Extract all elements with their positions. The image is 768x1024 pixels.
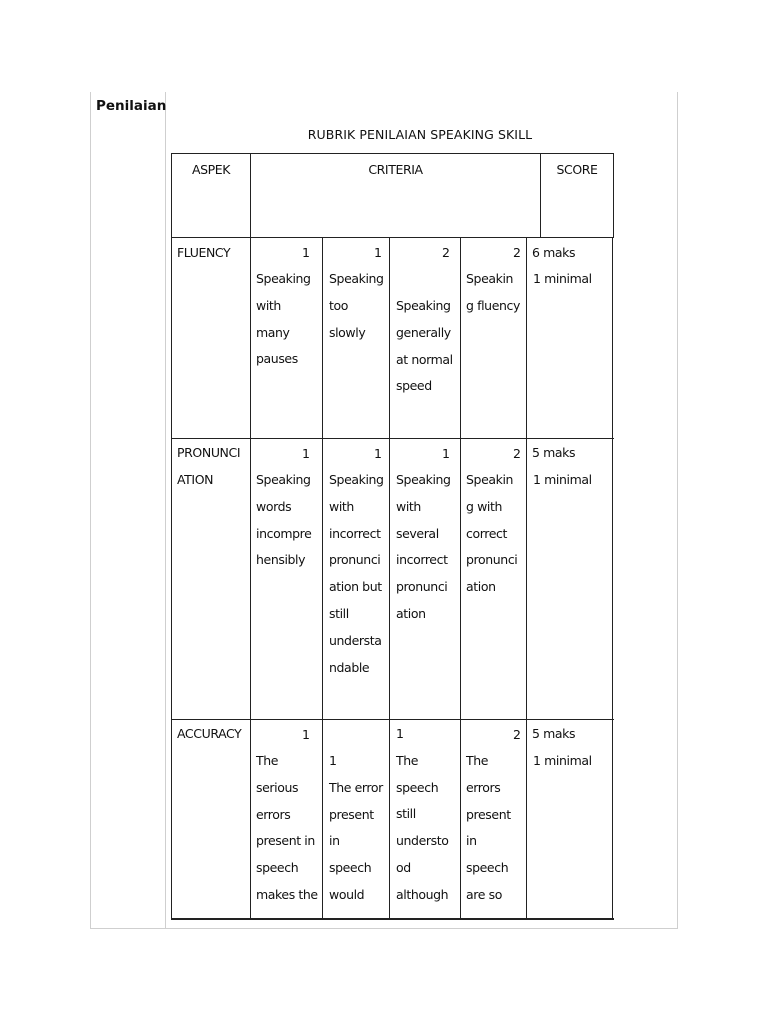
pronunciation-c3-score: 1 bbox=[442, 446, 450, 461]
table-rule-top bbox=[171, 153, 614, 154]
pronunciation-c4-score: 2 bbox=[513, 446, 521, 461]
row-aspek-accuracy: ACCURACY bbox=[177, 726, 242, 741]
pronunciation-c4-text: Speakin g with correct pronunci ation bbox=[466, 472, 518, 595]
accuracy-score-max: 5 maks bbox=[532, 726, 576, 741]
accuracy-c1-text: The serious errors present in speech makes the bbox=[256, 753, 318, 902]
pronunciation-score-min: 1 minimal bbox=[533, 472, 592, 487]
fluency-c1-text: Speaking with many pauses bbox=[256, 271, 311, 367]
fluency-c3-score: 2 bbox=[442, 245, 450, 260]
rubric-title: RUBRIK PENILAIAN SPEAKING SKILL bbox=[307, 127, 533, 142]
header-criteria: CRITERIA bbox=[368, 162, 423, 177]
header-score: SCORE bbox=[556, 162, 598, 177]
header-aspek: ASPEK bbox=[191, 162, 231, 177]
accuracy-c4-text: The errors present in speech are so bbox=[466, 753, 511, 902]
label-column-divider bbox=[165, 92, 166, 929]
row-aspek-pronunciation: PRONUNCI ATION bbox=[177, 445, 241, 487]
pronunciation-c2-text: Speaking with incorrect pronunci ation but still understa ndable bbox=[329, 472, 384, 675]
table-rule-left bbox=[171, 153, 172, 920]
pronunciation-c3-text: Speaking with several incorrect pronunci ation bbox=[396, 472, 451, 621]
fluency-c4-text: Speakin g fluency bbox=[466, 271, 520, 313]
accuracy-c3-text: 1 The speech still understo od although bbox=[396, 726, 449, 902]
table-rule-c2 bbox=[322, 237, 323, 920]
fluency-c2-score: 1 bbox=[374, 245, 382, 260]
table-rule-aspek bbox=[250, 153, 251, 920]
table-rule-header-right bbox=[613, 153, 614, 238]
table-rule-row1 bbox=[171, 438, 614, 439]
table-rule-score bbox=[526, 237, 527, 920]
fluency-c3-text: Speaking generally at normal speed bbox=[396, 298, 453, 394]
table-rule-bottom bbox=[171, 918, 614, 920]
table-rule-c3 bbox=[389, 237, 390, 920]
pronunciation-c2-score: 1 bbox=[374, 446, 382, 461]
table-rule-c4 bbox=[460, 237, 461, 920]
accuracy-c2-text: 1 The error present in speech would bbox=[329, 753, 383, 902]
accuracy-score-min: 1 minimal bbox=[533, 753, 592, 768]
fluency-c4-score: 2 bbox=[513, 245, 521, 260]
table-rule-header bbox=[171, 237, 614, 238]
row-aspek-fluency: FLUENCY bbox=[177, 245, 231, 260]
fluency-c1-score: 1 bbox=[302, 245, 310, 260]
pronunciation-c1-text: Speaking words incompre hensibly bbox=[256, 472, 312, 568]
accuracy-c1-score: 1 bbox=[302, 727, 310, 742]
section-label: Penilaian bbox=[96, 98, 167, 114]
fluency-c2-text: Speaking too slowly bbox=[329, 271, 384, 340]
accuracy-c4-score: 2 bbox=[513, 727, 521, 742]
table-rule-right bbox=[612, 237, 613, 920]
pronunciation-score-max: 5 maks bbox=[532, 445, 576, 460]
fluency-score-min: 1 minimal bbox=[533, 271, 592, 286]
fluency-score-max: 6 maks bbox=[532, 245, 576, 260]
table-rule-row2 bbox=[171, 719, 614, 720]
pronunciation-c1-score: 1 bbox=[302, 446, 310, 461]
